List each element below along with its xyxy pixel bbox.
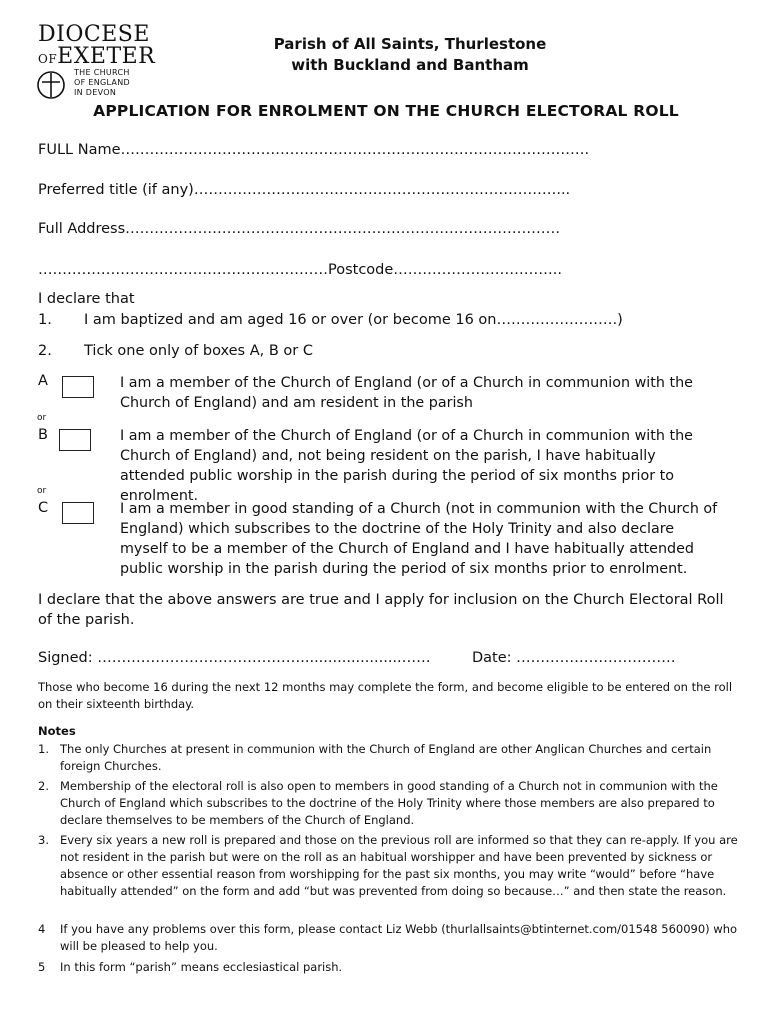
logo-subtitle: THE CHURCH OF ENGLAND IN DEVON	[74, 68, 130, 97]
option-a-letter: A	[38, 373, 48, 389]
or-label: or	[37, 413, 47, 423]
option-b-letter: B	[38, 427, 48, 443]
declaration-text: I declare that the above answers are true and I apply for inclusion on the Church Electoral Roll of the parish.	[38, 592, 724, 628]
date-field[interactable]: Date: ……………………………	[472, 650, 676, 666]
item1-text[interactable]: I am baptized and am aged 16 or over (or become 16 on…………………….)	[84, 312, 623, 328]
item2-text: Tick one only of boxes A, B or C	[84, 343, 313, 359]
full-address-field[interactable]: Full Address………………………………………………………………………………	[38, 221, 561, 237]
age-note: Those who become 16 during the next 12 months may complete the form, and become eligible to be entered on the roll on their sixteenth birthday.	[38, 680, 733, 711]
diocese-logo	[34, 20, 156, 100]
option-c-letter: C	[38, 500, 49, 516]
declare-heading: I declare that	[38, 291, 135, 307]
option-c-text: I am a member in good standing of a Church (not in communion with the Church of England) which subscribes to the doctrine of the Holy Trinity and also declare myself to be a member of the Church of England and I have habitually attended public worship in the parish during the period of six months prior to enrolment.	[120, 501, 718, 577]
address-postcode-field[interactable]: ……………………………………………………Postcode……………………………..	[38, 262, 563, 278]
parish-name: Parish of All Saints, Thurlestone with Buckland and Bantham	[273, 35, 547, 74]
option-a-checkbox[interactable]	[62, 376, 94, 398]
preferred-title-field[interactable]: Preferred title (if any)…………………………………………………………………...	[38, 182, 571, 198]
option-c-checkbox[interactable]	[62, 502, 94, 524]
item2-number: 2.	[38, 343, 52, 359]
notes-heading: Notes	[38, 724, 76, 738]
form-title: APPLICATION FOR ENROLMENT ON THE CHURCH ELECTORAL ROLL	[93, 102, 679, 120]
or-label: or	[37, 486, 47, 496]
signed-field[interactable]: Signed: ……………………………………......................……	[38, 650, 431, 666]
option-a-text: I am a member of the Church of England (or of a Church in communion with the Church of England) and am resident in the parish	[120, 375, 693, 411]
option-b-text: I am a member of the Church of England (or of a Church in communion with the Church of England) and, not being resident on the parish, I have habitually attended public worship in the parish during the period of six months prior to enrolment.	[120, 428, 693, 504]
item1-number: 1.	[38, 312, 52, 328]
option-b-checkbox[interactable]	[59, 429, 91, 451]
logo-line2: OFEXETER	[38, 44, 156, 69]
cross-icon	[36, 70, 66, 100]
logo-line1: DIOCESE	[38, 22, 150, 47]
full-name-field[interactable]: FULL Name…………………………………………………………………………………….	[38, 142, 590, 158]
